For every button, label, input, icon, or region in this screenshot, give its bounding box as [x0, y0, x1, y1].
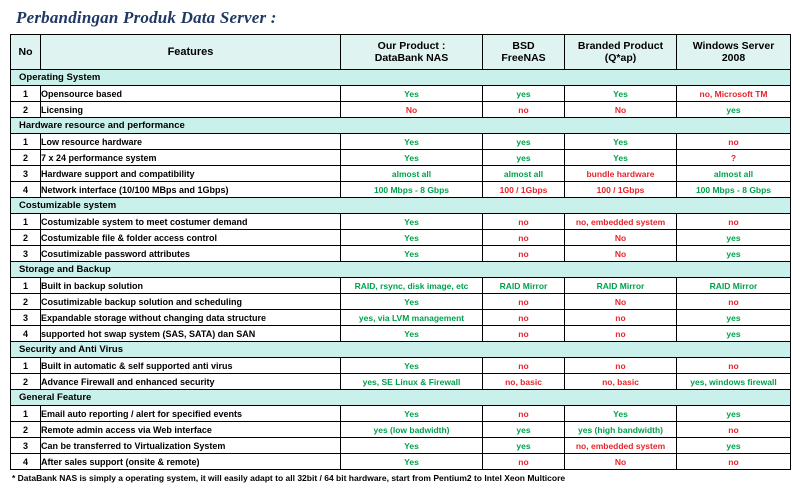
row-feature: Hardware support and compatibility: [41, 166, 341, 182]
row-value: yes (high bandwidth): [565, 422, 677, 438]
row-value: no: [483, 326, 565, 342]
row-value: Yes: [565, 134, 677, 150]
row-value: No: [341, 102, 483, 118]
comparison-table: [10, 34, 791, 470]
row-feature: Built in automatic & self supported anti virus: [41, 358, 341, 374]
row-value: Yes: [341, 214, 483, 230]
row-value: yes, windows firewall: [677, 374, 791, 390]
row-value: Yes: [565, 86, 677, 102]
table-row: [11, 102, 791, 118]
table-row: [11, 294, 791, 310]
row-number: 4: [11, 182, 41, 198]
row-value: Yes: [341, 326, 483, 342]
table-row: [11, 86, 791, 102]
footnote: * DataBank NAS is simply a operating system, it will easily adapt to all 32bit / 64 bit hardware, start from Pentium2 to Intel Xeon Multicore: [12, 473, 566, 483]
row-feature: Remote admin access via Web interface: [41, 422, 341, 438]
row-number: 2: [11, 150, 41, 166]
row-feature: Expandable storage without changing data structure: [41, 310, 341, 326]
row-value: Yes: [341, 246, 483, 262]
row-feature: Costumizable file & folder access control: [41, 230, 341, 246]
column-header-bsd-label: BSD: [512, 40, 535, 52]
section-title: General Feature: [11, 390, 791, 406]
table-row: [11, 230, 791, 246]
row-value: no: [677, 422, 791, 438]
column-header-our-product: [341, 35, 483, 70]
row-value: no: [483, 246, 565, 262]
column-header-bsd: [483, 35, 565, 70]
row-value: yes (low badwidth): [341, 422, 483, 438]
row-feature: Cosutimizable backup solution and scheduling: [41, 294, 341, 310]
row-number: 2: [11, 230, 41, 246]
row-value: Yes: [341, 150, 483, 166]
row-number: 1: [11, 278, 41, 294]
table-row: [11, 134, 791, 150]
row-value: no: [483, 102, 565, 118]
row-feature: Advance Firewall and enhanced security: [41, 374, 341, 390]
row-value: yes: [483, 150, 565, 166]
row-value: no, basic: [483, 374, 565, 390]
row-value: no, Microsoft TM: [677, 86, 791, 102]
table-row: [11, 278, 791, 294]
column-header-windows-sub: 2008: [721, 52, 746, 64]
row-value: yes, SE Linux & Firewall: [341, 374, 483, 390]
row-value: yes: [677, 230, 791, 246]
row-value: yes, via LVM management: [341, 310, 483, 326]
section-title: Costumizable system: [11, 198, 791, 214]
column-header-branded-sub: (Q*ap): [604, 52, 637, 64]
row-value: Yes: [565, 406, 677, 422]
row-value: yes: [483, 438, 565, 454]
row-value: yes: [483, 134, 565, 150]
row-value: RAID Mirror: [565, 278, 677, 294]
section-title: Security and Anti Virus: [11, 342, 791, 358]
table-row: [11, 150, 791, 166]
row-value: Yes: [341, 294, 483, 310]
row-number: 3: [11, 310, 41, 326]
section-row: [11, 342, 791, 358]
section-row: [11, 262, 791, 278]
row-value: no: [483, 214, 565, 230]
row-value: Yes: [341, 86, 483, 102]
row-value: yes: [677, 310, 791, 326]
table-row: [11, 326, 791, 342]
page-title: Perbandingan Produk Data Server :: [16, 8, 277, 27]
row-value: yes: [677, 102, 791, 118]
column-header-features: [41, 35, 341, 70]
row-number: 2: [11, 374, 41, 390]
row-value: no, basic: [565, 374, 677, 390]
table-row: [11, 246, 791, 262]
row-value: yes: [677, 326, 791, 342]
row-value: 100 / 1Gbps: [565, 182, 677, 198]
section-title: Operating System: [11, 70, 791, 86]
row-value: no: [677, 358, 791, 374]
row-value: No: [565, 246, 677, 262]
row-number: 1: [11, 86, 41, 102]
column-header-windows: [677, 35, 791, 70]
row-value: Yes: [341, 406, 483, 422]
section-title: Hardware resource and performance: [11, 118, 791, 134]
row-value: ?: [677, 150, 791, 166]
row-value: no: [565, 358, 677, 374]
table-header: [11, 35, 791, 70]
row-value: No: [565, 102, 677, 118]
table-body: [11, 70, 791, 470]
row-value: no, embedded system: [565, 214, 677, 230]
section-title: Storage and Backup: [11, 262, 791, 278]
row-value: No: [565, 230, 677, 246]
row-value: almost all: [483, 166, 565, 182]
row-number: 4: [11, 454, 41, 470]
row-value: Yes: [341, 438, 483, 454]
row-value: No: [565, 294, 677, 310]
row-number: 3: [11, 166, 41, 182]
row-feature: 7 x 24 performance system: [41, 150, 341, 166]
column-header-our-product-label: Our Product :: [377, 40, 446, 52]
row-value: yes: [677, 246, 791, 262]
row-feature: Low resource hardware: [41, 134, 341, 150]
row-number: 1: [11, 358, 41, 374]
row-number: 1: [11, 406, 41, 422]
column-header-features-label: Features: [167, 46, 214, 58]
row-feature: Can be transferred to Virtualization System: [41, 438, 341, 454]
table-row: [11, 438, 791, 454]
row-value: yes: [677, 406, 791, 422]
row-value: no: [677, 454, 791, 470]
row-value: no: [677, 134, 791, 150]
column-header-branded: [565, 35, 677, 70]
column-header-no-label: No: [18, 46, 33, 58]
row-feature: Network interface (10/100 MBps and 1Gbps): [41, 182, 341, 198]
row-value: almost all: [677, 166, 791, 182]
row-value: RAID Mirror: [483, 278, 565, 294]
row-value: no: [565, 310, 677, 326]
row-value: no: [483, 406, 565, 422]
row-feature: Built in backup solution: [41, 278, 341, 294]
row-value: no: [565, 326, 677, 342]
row-value: Yes: [341, 134, 483, 150]
row-value: 100 Mbps - 8 Gbps: [677, 182, 791, 198]
row-value: no: [483, 294, 565, 310]
table-row: [11, 310, 791, 326]
section-row: [11, 70, 791, 86]
row-value: Yes: [565, 150, 677, 166]
row-value: no: [677, 214, 791, 230]
row-value: no, embedded system: [565, 438, 677, 454]
row-value: Yes: [341, 358, 483, 374]
row-feature: Costumizable system to meet costumer demand: [41, 214, 341, 230]
row-feature: Email auto reporting / alert for specified events: [41, 406, 341, 422]
row-value: yes: [483, 422, 565, 438]
row-value: no: [483, 230, 565, 246]
row-value: no: [483, 454, 565, 470]
row-number: 2: [11, 422, 41, 438]
row-feature: Licensing: [41, 102, 341, 118]
column-header-our-product-sub: DataBank NAS: [374, 52, 449, 64]
row-value: No: [565, 454, 677, 470]
row-feature: After sales support (onsite & remote): [41, 454, 341, 470]
row-number: 3: [11, 246, 41, 262]
table-row: [11, 358, 791, 374]
row-number: 4: [11, 326, 41, 342]
row-value: almost all: [341, 166, 483, 182]
row-feature: Cosutimizable password attributes: [41, 246, 341, 262]
row-value: no: [483, 310, 565, 326]
table-row: [11, 422, 791, 438]
row-number: 2: [11, 294, 41, 310]
row-number: 1: [11, 214, 41, 230]
table-row: [11, 454, 791, 470]
row-value: bundle hardware: [565, 166, 677, 182]
table-header-row: [11, 35, 791, 70]
row-feature: Opensource based: [41, 86, 341, 102]
row-value: no: [677, 294, 791, 310]
section-row: [11, 198, 791, 214]
row-value: RAID, rsync, disk image, etc: [341, 278, 483, 294]
row-feature: supported hot swap system (SAS, SATA) dan SAN: [41, 326, 341, 342]
row-number: 2: [11, 102, 41, 118]
table-row: [11, 166, 791, 182]
row-value: Yes: [341, 454, 483, 470]
section-row: [11, 118, 791, 134]
row-value: Yes: [341, 230, 483, 246]
row-value: 100 / 1Gbps: [483, 182, 565, 198]
table-row: [11, 182, 791, 198]
row-number: 3: [11, 438, 41, 454]
column-header-bsd-sub: FreeNAS: [501, 52, 546, 64]
row-value: no: [483, 358, 565, 374]
row-number: 1: [11, 134, 41, 150]
section-row: [11, 390, 791, 406]
table-row: [11, 374, 791, 390]
row-value: RAID Mirror: [677, 278, 791, 294]
column-header-windows-label: Windows Server: [692, 40, 775, 52]
row-value: 100 Mbps - 8 Gbps: [341, 182, 483, 198]
row-value: yes: [677, 438, 791, 454]
row-value: yes: [483, 86, 565, 102]
column-header-no: [11, 35, 41, 70]
table-row: [11, 214, 791, 230]
table-row: [11, 406, 791, 422]
column-header-branded-label: Branded Product: [577, 40, 664, 52]
